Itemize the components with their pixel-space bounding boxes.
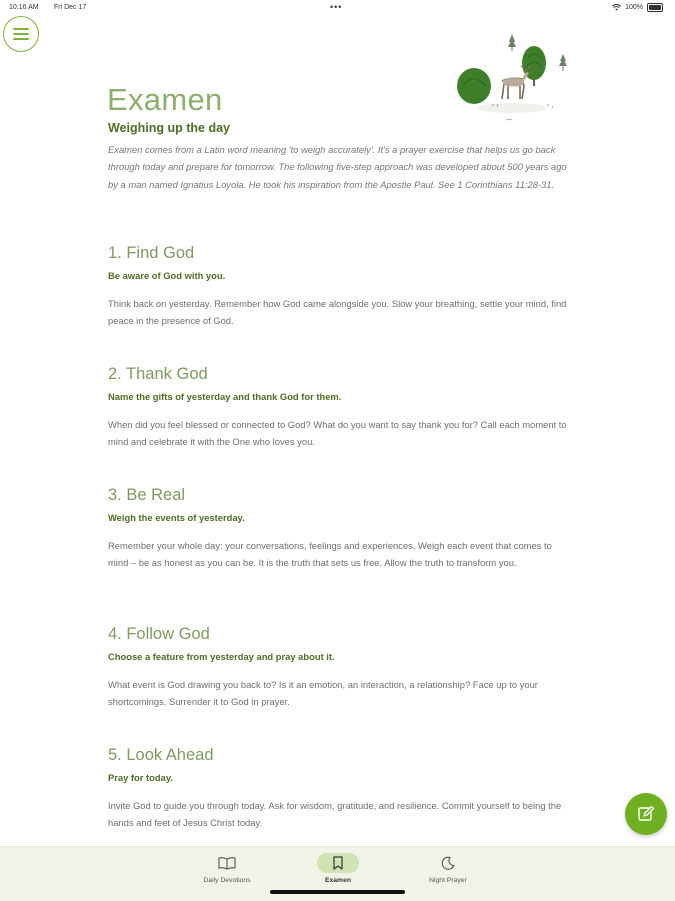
step-subheading: Weigh the events of yesterday. xyxy=(108,512,245,523)
step-subheading: Name the gifts of yesterday and thank God for them. xyxy=(108,391,342,402)
nav-icon-container xyxy=(427,853,469,873)
intro-paragraph: Examen comes from a Latin word meaning 'to weigh accurately'. It's a prayer exercise that helps us go back through today and prepare for tomorrow. The following five-step approach was developed about 500 years ago by a man named Ignatius Loyola. He took his inspiration from the Apostle Paul. See 1 Corinthians 11:28-31. xyxy=(108,144,567,190)
step-heading: 3. Be Real xyxy=(108,486,186,504)
nav-item-examen[interactable] xyxy=(293,853,383,884)
step-body: What event is God drawing you back to? Is it an emotion, an interaction, a relationship? Face up to your shortcomings. Surrender it to God in prayer. xyxy=(108,679,538,708)
step-subheading: Pray for today. xyxy=(108,772,173,783)
step-heading: 1. Find God xyxy=(108,244,195,262)
deer-trees-illustration xyxy=(452,28,572,128)
step-heading: 4. Follow God xyxy=(108,625,210,643)
moon-icon xyxy=(441,856,455,870)
new-note-button[interactable] xyxy=(625,793,667,835)
page-subtitle: Weighing up the day xyxy=(108,121,230,135)
menu-button[interactable] xyxy=(3,16,39,52)
page-title: Examen xyxy=(107,82,223,117)
step-thank-god xyxy=(108,364,574,448)
nav-item-night-prayer[interactable] xyxy=(403,853,493,884)
step-look-ahead xyxy=(108,745,574,829)
step-body: Invite God to guide you through today. Ask for wisdom, gratitude, and resilience. Commit yourself to being the hands and feet of Jesus Christ today. xyxy=(108,800,562,829)
wifi-icon xyxy=(612,4,621,11)
nav-label: Examen xyxy=(324,877,352,884)
step-follow-god xyxy=(108,624,574,708)
status-time: 10:16 AM xyxy=(9,4,39,11)
edit-note-icon xyxy=(637,805,655,823)
step-be-real xyxy=(108,485,574,569)
step-body: When did you feel blessed or connected to God? What do you want to say thank you for? Call each moment to mind and celebrate it with the One who loves you. xyxy=(108,419,567,448)
nav-label: Night Prayer xyxy=(429,877,467,884)
step-subheading: Be aware of God with you. xyxy=(108,270,226,281)
hamburger-icon xyxy=(13,28,29,40)
step-body: Think back on yesterday. Remember how God came alongside you. Slow your breathing, settle your mind, find peace in the presence of God. xyxy=(108,298,567,327)
nav-item-daily-devotions[interactable] xyxy=(182,853,272,884)
nav-icon-container xyxy=(317,853,359,873)
multitasking-dots[interactable]: ••• xyxy=(330,2,343,12)
step-body: Remember your whole day: your conversations, feelings and experiences. Weigh each event that comes to mind – be as honest as you can be. It is the truth that sets us free. Allow the truth to transform you. xyxy=(108,540,552,569)
status-date: Fri Dec 17 xyxy=(54,4,87,11)
battery-percent: 100% xyxy=(625,4,643,11)
book-open-icon xyxy=(218,856,236,870)
nav-icon-container xyxy=(206,853,248,873)
status-indicators xyxy=(612,3,663,12)
home-indicator[interactable] xyxy=(270,890,405,894)
step-find-god xyxy=(108,243,574,327)
nav-label: Daily Devotions xyxy=(203,877,251,884)
step-heading: 2. Thank God xyxy=(108,365,208,383)
step-subheading: Choose a feature from yesterday and pray about it. xyxy=(108,651,335,662)
battery-icon xyxy=(647,3,663,12)
step-heading: 5. Look Ahead xyxy=(108,746,214,764)
bookmark-icon xyxy=(332,856,344,870)
status-bar xyxy=(0,0,675,16)
